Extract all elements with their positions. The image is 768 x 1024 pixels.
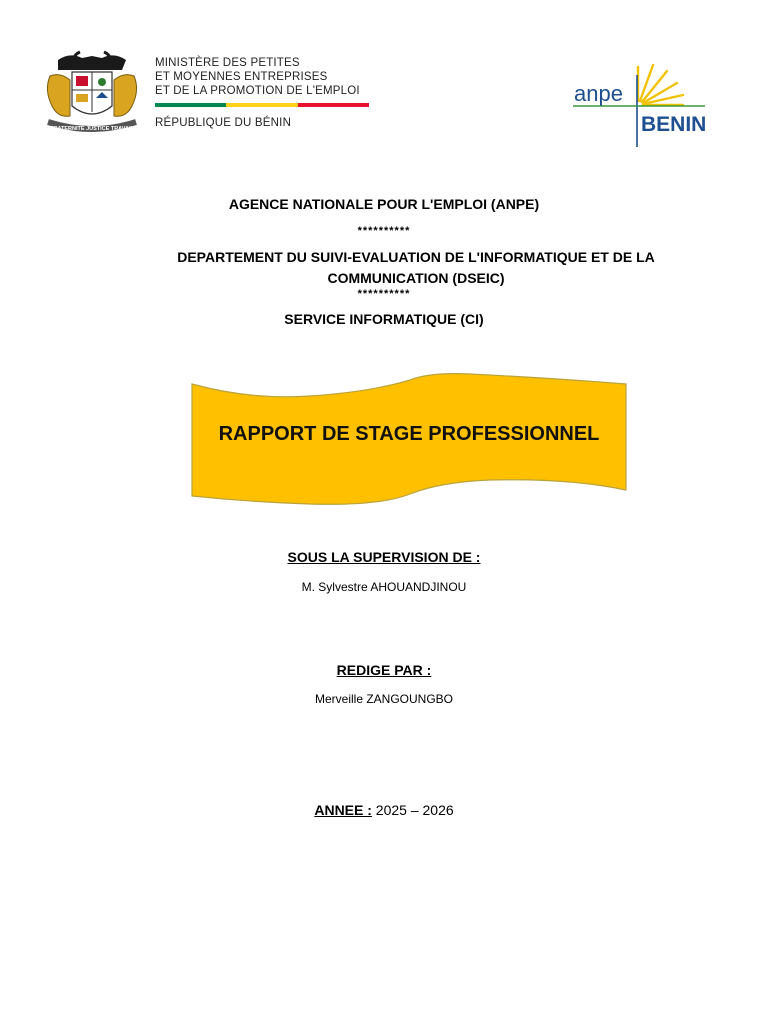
motto-ribbon-text: FRATERNITÉ JUSTICE TRAVAIL [50, 126, 134, 132]
service-name: SERVICE INFORMATIQUE (CI) [284, 311, 484, 327]
separator-stars: ********** [357, 288, 411, 300]
anpe-wordmark: anpe [574, 81, 623, 106]
ministry-name-line-1: MINISTÈRE DES PETITES [155, 57, 300, 69]
country-name: RÉPUBLIQUE DU BÉNIN [155, 117, 292, 129]
author-label: REDIGE PAR : [336, 662, 432, 678]
ministry-name-line-2: ET MOYENNES ENTREPRISES [155, 71, 328, 83]
anpe-benin-logo [565, 55, 715, 155]
supervision-label: SOUS LA SUPERVISION DE : [287, 549, 481, 565]
benin-coat-of-arms-icon [30, 46, 150, 138]
year-value: 2025 – 2026 [375, 802, 454, 818]
ministry-name-line-3: ET DE LA PROMOTION DE L'EMPLOI [155, 85, 360, 97]
academic-year [0, 802, 768, 818]
benin-wordmark: BENIN [641, 113, 707, 136]
agency-name: AGENCE NATIONALE POUR L'EMPLOI (ANPE) [228, 196, 540, 212]
supervisor-name: M. Sylvestre AHOUANDJINOU [301, 580, 467, 594]
benin-flag-stripe [155, 103, 369, 107]
report-title: RAPPORT DE STAGE PROFESSIONNEL [218, 423, 600, 445]
year-label: ANNEE : [314, 802, 372, 818]
anpe-logo-icon [565, 55, 715, 155]
department-name: DEPARTEMENT DU SUIVI-EVALUATION DE L'INFORMATIQUE ET DE LA COMMUNICATION (DSEIC) [177, 249, 655, 286]
separator-stars: ********** [357, 225, 411, 237]
ministry-logo [30, 46, 375, 138]
author-name: Merveille ZANGOUNGBO [314, 692, 454, 706]
